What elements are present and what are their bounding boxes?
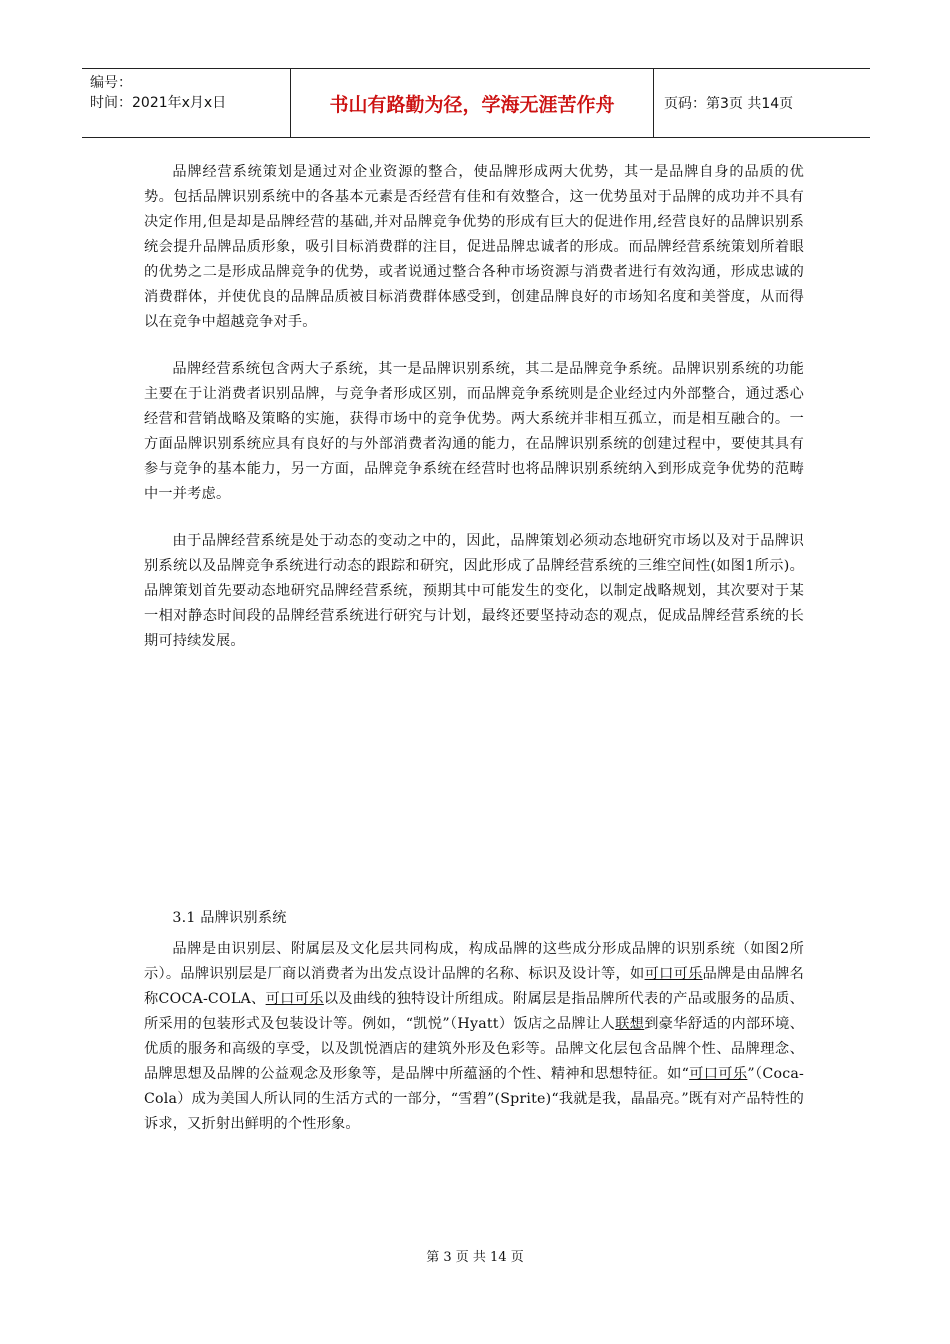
time-label: 时间：2021年x月x日 bbox=[90, 95, 227, 111]
page-footer: 第 3 页 共 14 页 bbox=[426, 1250, 524, 1265]
header-page-info: 页码：第3页 共14页 bbox=[664, 96, 794, 112]
header-motto: 书山有路勤为径，学海无涯苦作舟 bbox=[291, 69, 654, 137]
link-coca-cola-2[interactable]: 可口可乐 bbox=[265, 991, 324, 1007]
paragraph-1: 品牌经营系统策划是通过对企业资源的整合，使品牌形成两大优势，其一是品牌自身的品质的优势。包括品牌识别系统中的各基本元素是否经营有佳和有效整合，这一优势虽对于品牌的成功并不具有决定作用,但是却是品牌经营的基础,并对品牌竞争优势的形成有巨大的促进作用,经营良好的品牌识别系统会提升品牌品质形象，吸引目标消费群的注目，促进品牌忠诚者的形成。而品牌经营系统策划所着眼的优势之二是形成品牌竞争的优势，或者说通过整合各种市场资源与消费者进行有效沟通，形成忠诚的消费群体，并使优良的品牌品质被目标消费群体感受到，创建品牌良好的市场知名度和美誉度，从而得以在竞争中超越竞争对手。 bbox=[144, 164, 804, 330]
paragraph-3: 由于品牌经营系统是处于动态的变动之中的，因此，品牌策划必须动态地研究市场以及对于品牌识别系统以及品牌竞争系统进行动态的跟踪和研究，因此形成了品牌经营系统的三维空间性(如图1所示)。品牌策划首先要动态地研究品牌经营系统，预期其中可能发生的变化，以制定战略规划，其次要对于某一相对静态时间段的品牌经营系统进行研究与计划，最终还要坚持动态的观点，促成品牌经营系统的长期可持续发展。 bbox=[144, 533, 804, 649]
section-paragraph bbox=[144, 937, 804, 1137]
paragraph-2: 品牌经营系统包含两大子系统，其一是品牌识别系统，其二是品牌竞争系统。品牌识别系统的功能主要在于让消费者识别品牌，与竞争者形成区别，而品牌竞争系统则是企业经过内外部整合，通过悉心经营和营销战略及策略的实施，获得市场中的竞争优势。两大系统并非相互孤立，而是相互融合的。一方面品牌识别系统应具有良好的与外部消费者沟通的能力，在品牌识别系统的创建过程中，要使其具有参与竞争的基本能力，另一方面，品牌竞争系统在经营时也将品牌识别系统纳入到形成竞争优势的范畴中一并考虑。 bbox=[144, 361, 804, 502]
header-left-cell bbox=[82, 69, 291, 137]
header-table bbox=[82, 68, 870, 138]
number-label: 编号： bbox=[90, 75, 132, 91]
section-heading: 3.1 品牌识别系统 bbox=[172, 910, 287, 926]
link-coca-cola-3[interactable]: 可口可乐 bbox=[689, 1066, 748, 1082]
link-association[interactable]: 联想 bbox=[615, 1016, 645, 1032]
text-part-5: ”（Coca-Cola）成为美国人所认同的生活方式的一部分，“雪碧”(Sprite)“我就是我，晶晶亮。”既有对产品特性的诉求，又折射出鲜明的个性形象。 bbox=[144, 1066, 804, 1132]
link-coca-cola-1[interactable]: 可口可乐 bbox=[644, 966, 703, 982]
text-part-1: 品牌是由识别层、附属层及文化层共同构成，构成品牌的这些成分形成品牌的识别系统（如图2所示）。品牌识别层是厂商以消费者为出发点设计品牌的名称、标识及设计等，如 bbox=[144, 941, 804, 982]
section-brand-identity bbox=[144, 906, 804, 1137]
body-content bbox=[144, 160, 804, 654]
text-part-3: 以及曲线的独特设计所组成。附属层是指品牌所代表的产品或服务的品质、所采用的包装形式及包装设计等。例如，“凯悦”（Hyatt）饭店之品牌让人 bbox=[144, 991, 804, 1032]
text-part-2: 品牌是由品牌名称COCA-COLA、 bbox=[144, 966, 805, 1007]
text-part-4: 到豪华舒适的内部环境、优质的服务和高级的享受，以及凯悦酒店的建筑外形及色彩等。品牌文化层包含品牌个性、品牌理念、品牌思想及品牌的公益观念及形象等，是品牌中所蕴涵的个性、精神和思想特征。如“ bbox=[144, 1016, 804, 1082]
